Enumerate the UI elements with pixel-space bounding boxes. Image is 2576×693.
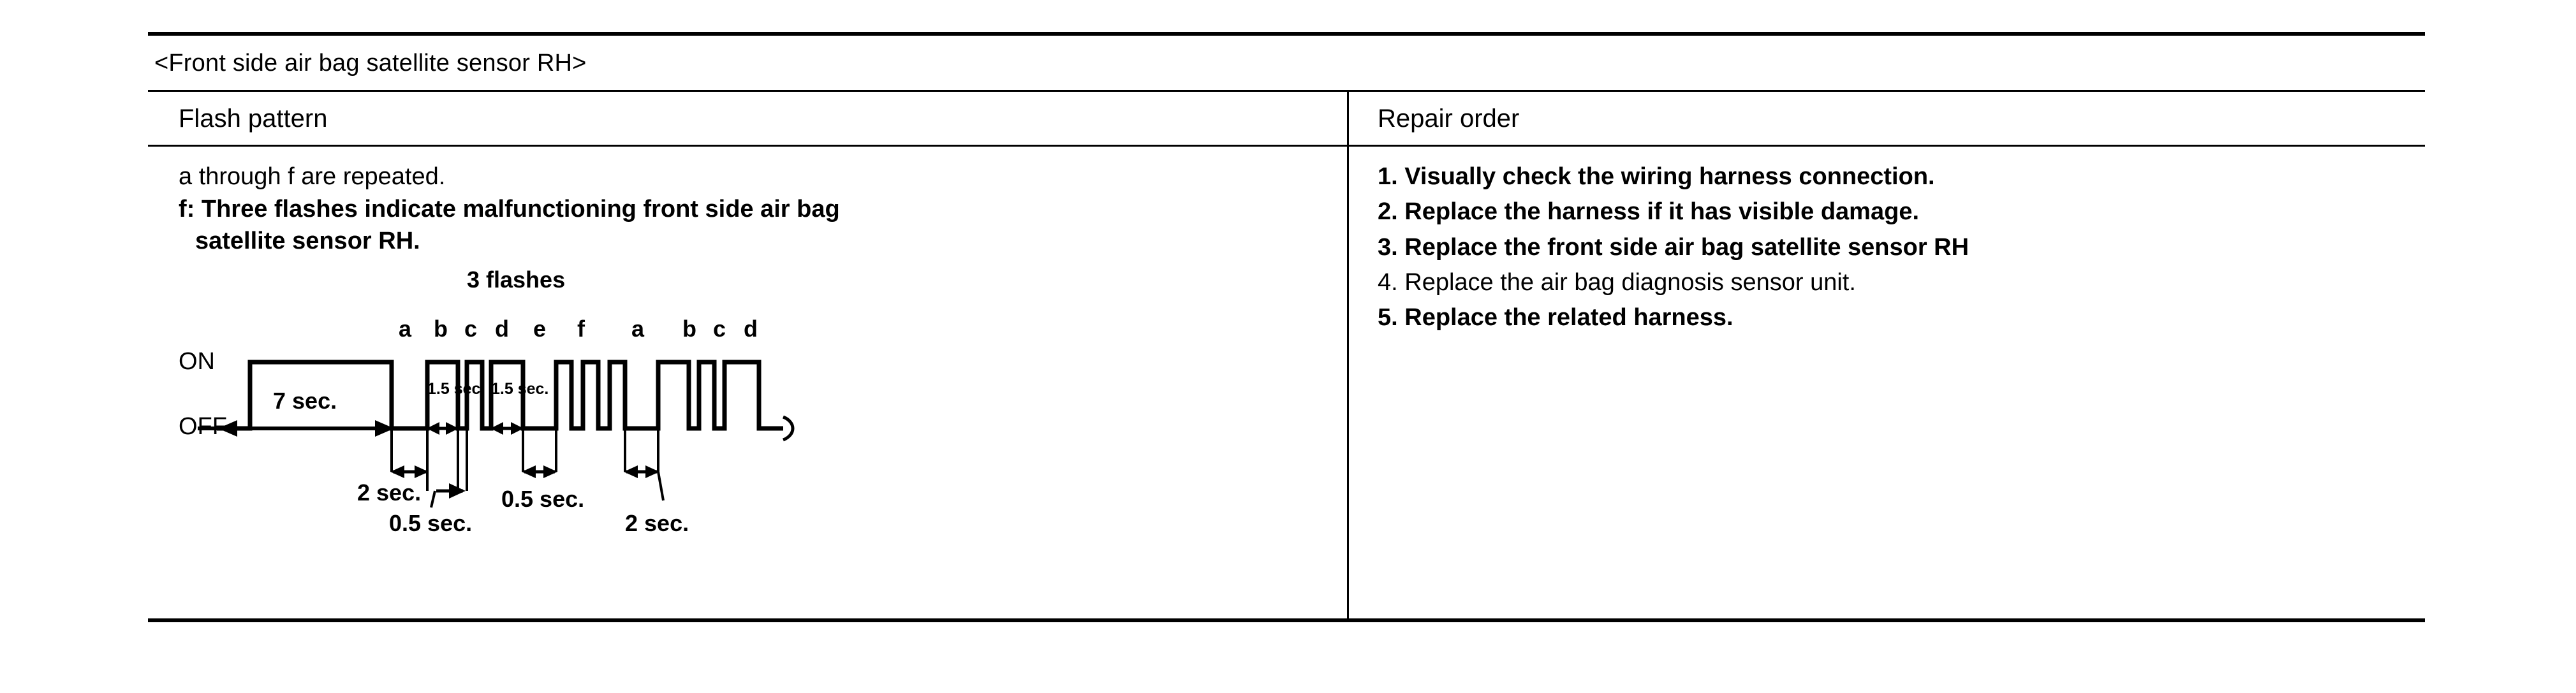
- list-item: 5. Replace the related harness.: [1378, 304, 1733, 332]
- list-item: 3. Replace the front side air bag satellite sensor RH: [1378, 233, 1969, 261]
- pulse-label-c2: c: [713, 315, 726, 342]
- header-column-divider: [1347, 92, 1349, 145]
- list-item: 2. Replace the harness if it has visible damage.: [1378, 198, 1920, 226]
- list-item: 4. Replace the air bag diagnosis sensor unit.: [1378, 268, 1856, 296]
- table-header-row: [148, 92, 2425, 145]
- pulse-label-a1: a: [399, 315, 412, 342]
- duration-0-5sec-label-b: 0.5 sec.: [501, 485, 585, 512]
- pulse-label-d2: d: [744, 315, 758, 342]
- pulse-label-b2: b: [682, 315, 696, 342]
- header-flash-pattern: Flash pattern: [179, 105, 328, 133]
- pulse-label-e: e: [533, 315, 547, 342]
- pulse-label-b1: b: [434, 315, 448, 342]
- list-item: 1. Visually check the wiring harness connection.: [1378, 163, 1935, 190]
- three-flashes-title: 3 flashes: [467, 266, 566, 293]
- duration-1-5sec-label-a: 1.5 sec.: [427, 379, 485, 398]
- flash-pattern-line-3: satellite sensor RH.: [195, 228, 420, 255]
- table-bottom-rule: [148, 618, 2425, 622]
- flash-pattern-line-1: a through f are repeated.: [179, 163, 446, 190]
- body-column-divider: [1347, 147, 1349, 618]
- header-repair-order: Repair order: [1378, 105, 1520, 133]
- cell-repair-order: [1347, 147, 2425, 618]
- table-caption: <Front side air bag satellite sensor RH>: [154, 50, 587, 77]
- table-body-row: [148, 147, 2425, 618]
- off-axis-label: OFF: [179, 412, 227, 440]
- flash-pattern-table: [148, 32, 2425, 622]
- timing-waveform: [179, 281, 1301, 574]
- duration-2sec-label-a: 2 sec.: [357, 479, 422, 506]
- pulse-label-f: f: [577, 315, 585, 342]
- pulse-label-c1: c: [464, 315, 478, 342]
- timing-diagram: [179, 266, 1301, 574]
- cell-flash-pattern: [148, 147, 1347, 618]
- flash-pattern-line-2: f: Three flashes indicate malfunctioning front side air bag: [179, 195, 840, 222]
- duration-1-5sec-label-b: 1.5 sec.: [491, 379, 549, 398]
- pulse-label-a2: a: [631, 315, 645, 342]
- duration-7sec-label: 7 sec.: [273, 387, 337, 414]
- pulse-label-d1: d: [495, 315, 509, 342]
- repair-order-list: [1378, 161, 2425, 334]
- duration-2sec-label-b: 2 sec.: [625, 509, 689, 536]
- on-axis-label: ON: [179, 347, 215, 375]
- duration-0-5sec-label-a: 0.5 sec.: [389, 509, 473, 536]
- flash-pattern-text: [179, 161, 1347, 258]
